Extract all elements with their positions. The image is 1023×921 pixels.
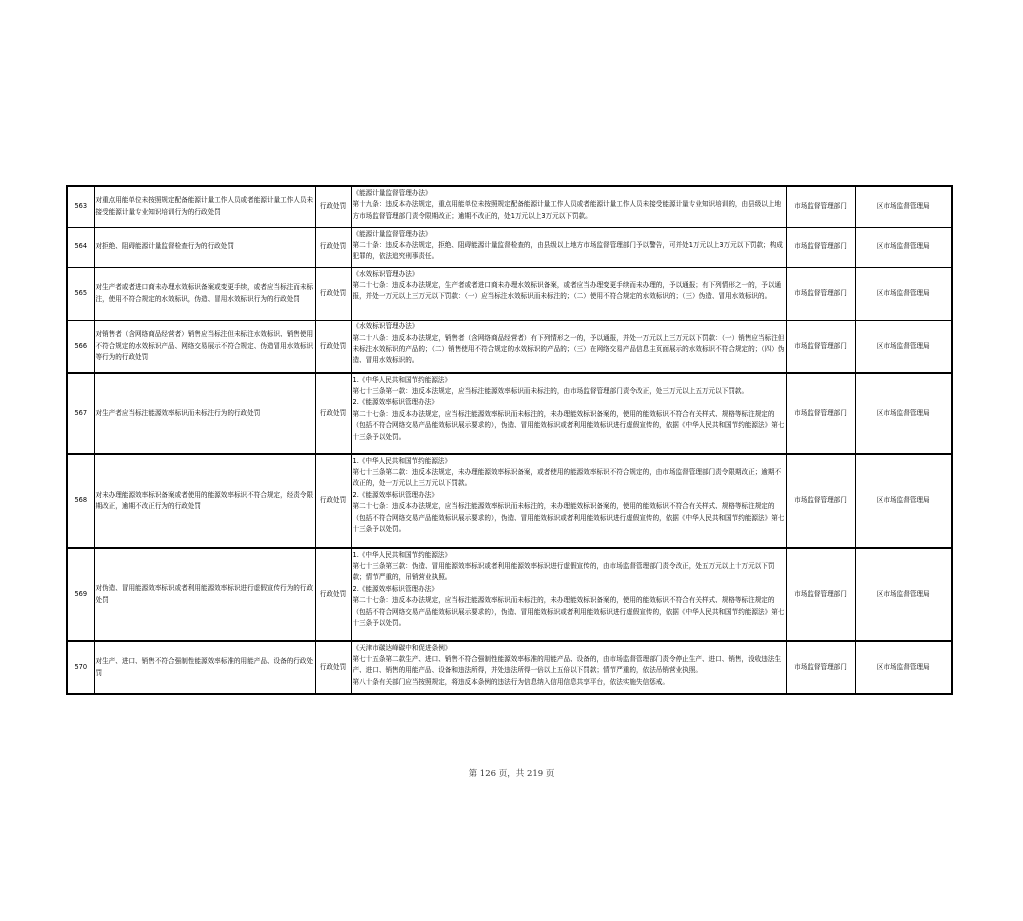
executing-agency: 区市场监督管理局 bbox=[855, 227, 952, 267]
item-name: 对生产者或者进口商未办理水效标识备案或变更手续，或者应当标注而未标注，使用不符合规定的水效标识，伪造、冒用水效标识行为的行政处罚 bbox=[94, 267, 315, 320]
table-row bbox=[67, 267, 952, 320]
legal-basis-line: 第七十三条第三款：伪造、冒用能源效率标识或者利用能源效率标识进行虚假宣传的，由市场监督管理部门责令改正，处五万元以上十万元以下罚款；情节严重的，吊销营业执照。 bbox=[352, 561, 775, 582]
row-number: 563 bbox=[67, 186, 94, 227]
legal-basis-line: 第二十七条：违反本办法规定，生产者或者进口商未办理水效标识备案，或者应当办理变更手续而未办理的，予以通报；有下列情形之一的，予以通报，并处一万元以上三万元以下罚款：（一）应当标注水效标识而未标注的；（二）使用不符合规定的水效标识的；（三）伪造、冒用水效标识的。 bbox=[352, 280, 782, 301]
table-row bbox=[67, 641, 952, 694]
legal-basis-line: 第七十五条第二款生产、进口、销售不符合强制性能源效率标准的用能产品、设备的，由市场监督管理部门责令停止生产、进口、销售，没收违法生产、进口、销售的用能产品、设备和违法所得，并处违法所得一倍以上五倍以下罚款；情节严重的，依法吊销营业执照。 bbox=[352, 654, 782, 675]
executing-agency: 区市场监督管理局 bbox=[855, 373, 952, 454]
row-number: 569 bbox=[67, 548, 94, 641]
executing-agency: 区市场监督管理局 bbox=[855, 454, 952, 548]
legal-basis bbox=[351, 186, 786, 227]
legal-basis bbox=[351, 227, 786, 267]
legal-basis-line: 《水效标识管理办法》 bbox=[352, 269, 419, 278]
item-category: 行政处罚 bbox=[315, 267, 351, 320]
legal-basis bbox=[351, 454, 786, 548]
executing-agency: 区市场监督管理局 bbox=[855, 267, 952, 320]
item-name: 对销售者（含网络商品经营者）销售应当标注但未标注水效标识、销售使用不符合规定的水效标识产品、网络交易展示不符合规定、伪造冒用水效标识等行为的行政处罚 bbox=[94, 320, 315, 373]
row-number: 565 bbox=[67, 267, 94, 320]
legal-basis-line: 1.《中华人民共和国节约能源法》 bbox=[352, 550, 452, 559]
item-name: 对拒绝、阻碍能源计量监督检查行为的行政处罚 bbox=[94, 227, 315, 267]
legal-basis-line: 《水效标识管理办法》 bbox=[352, 322, 419, 331]
legal-basis-line: 2.《能源效率标识管理办法》 bbox=[352, 398, 438, 407]
item-category: 行政处罚 bbox=[315, 320, 351, 373]
row-number: 566 bbox=[67, 320, 94, 373]
legal-basis bbox=[351, 373, 786, 454]
item-category: 行政处罚 bbox=[315, 641, 351, 694]
executing-agency: 区市场监督管理局 bbox=[855, 548, 952, 641]
item-name: 对未办理能源效率标识备案或者使用的能源效率标识不符合规定，经责令限期改正，逾期不改正行为的行政处罚 bbox=[94, 454, 315, 548]
legal-basis-line: 2.《能源效率标识管理办法》 bbox=[352, 490, 438, 499]
legal-basis-line: 《能源计量监督管理办法》 bbox=[352, 188, 432, 197]
implementing-department: 市场监督管理部门 bbox=[786, 267, 855, 320]
item-category: 行政处罚 bbox=[315, 186, 351, 227]
row-number: 567 bbox=[67, 373, 94, 454]
item-name: 对重点用能单位未按照规定配备能源计量工作人员或者能源计量工作人员未接受能源计量专业知识培训行为的行政处罚 bbox=[94, 186, 315, 227]
row-number: 568 bbox=[67, 454, 94, 548]
legal-basis bbox=[351, 320, 786, 373]
legal-basis-line: 第八十条有关部门应当按照规定，将违反本条例的违法行为信息纳入信用信息共享平台，依法实施失信惩戒。 bbox=[352, 677, 669, 686]
legal-basis-line: 第二十条：违反本办法规定，拒绝、阻碍能源计量监督检查的，由县级以上地方市场监督管理部门予以警告，可并处1万元以上3万元以下罚款；构成犯罪的，依法追究刑事责任。 bbox=[352, 240, 783, 261]
item-name: 对伪造、冒用能源效率标识或者利用能源效率标识进行虚假宣传行为的行政处罚 bbox=[94, 548, 315, 641]
executing-agency: 区市场监督管理局 bbox=[855, 320, 952, 373]
item-category: 行政处罚 bbox=[315, 373, 351, 454]
executing-agency: 区市场监督管理局 bbox=[855, 641, 952, 694]
page-footer: 第 126 页，共 219 页 bbox=[468, 769, 555, 779]
table-row bbox=[67, 373, 952, 454]
table-row bbox=[67, 454, 952, 548]
legal-basis-line: 《天津市碳达峰碳中和促进条例》 bbox=[352, 643, 452, 652]
row-number: 564 bbox=[67, 227, 94, 267]
item-category: 行政处罚 bbox=[315, 454, 351, 548]
legal-basis bbox=[351, 548, 786, 641]
implementing-department: 市场监督管理部门 bbox=[786, 373, 855, 454]
row-number: 570 bbox=[67, 641, 94, 694]
implementing-department: 市场监督管理部门 bbox=[786, 454, 855, 548]
legal-basis-line: 1.《中华人民共和国节约能源法》 bbox=[352, 375, 452, 384]
implementing-department: 市场监督管理部门 bbox=[786, 548, 855, 641]
item-name: 对生产者应当标注能源效率标识而未标注行为的行政处罚 bbox=[94, 373, 315, 454]
legal-basis bbox=[351, 267, 786, 320]
legal-basis-line: 1.《中华人民共和国节约能源法》 bbox=[352, 456, 452, 465]
table-row bbox=[67, 227, 952, 267]
legal-basis-line: 2.《能源效率标识管理办法》 bbox=[352, 584, 438, 593]
table-row bbox=[67, 186, 952, 227]
regulation-table bbox=[66, 185, 953, 695]
legal-basis-line: 第二十七条：违反本办法规定，应当标注能源效率标识而未标注的，未办理能效标识备案的，使用的能效标识不符合有关样式、规格等标注规定的（包括不符合网络交易产品能效标识展示要求的），伪造、冒用能效标识或者利用能效标识进行虚假宣传的，依据《中华人民共和国节约能源法》第七十三条予以处罚。 bbox=[352, 409, 785, 441]
legal-basis-line: 第二十七条：违反本办法规定，应当标注能源效率标识而未标注的，未办理能效标识备案的，使用的能效标识不符合有关样式、规格等标注规定的（包括不符合网络交易产品能效标识展示要求的），伪造、冒用能效标识或者利用能效标识进行虚假宣传的，依据《中华人民共和国节约能源法》第七十三条予以处罚。 bbox=[352, 596, 785, 627]
implementing-department: 市场监督管理部门 bbox=[786, 641, 855, 694]
legal-basis-line: 第二十八条：违反本办法规定，销售者（含网络商品经营者）有下列情形之一的，予以通报，并处一万元以上三万元以下罚款：（一）销售应当标注但未标注水效标识的产品的；（二）销售使用不符合规定的水效标识的产品的；（三）在网络交易产品信息主页面展示的水效标识不符合规定的；（四）伪造、冒用水效标识的。 bbox=[352, 333, 785, 365]
implementing-department: 市场监督管理部门 bbox=[786, 186, 855, 227]
implementing-department: 市场监督管理部门 bbox=[786, 320, 855, 373]
legal-basis-line: 第二十七条：违反本办法规定，应当标注能源效率标识而未标注的，未办理能效标识备案的，使用的能效标识不符合有关样式、规格等标注规定的（包括不符合网络交易产品能效标识展示要求的），伪造、冒用能效标识或者利用能效标识进行虚假宣传的，依据《中华人民共和国节约能源法》第七十三条予以处罚。 bbox=[352, 502, 785, 533]
legal-basis-line: 第七十三条第一款：违反本法规定，应当标注能源效率标识而未标注的，由市场监督管理部门责令改正，处三万元以上五万元以下罚款。 bbox=[352, 386, 749, 395]
implementing-department: 市场监督管理部门 bbox=[786, 227, 855, 267]
legal-basis-line: 《能源计量监督管理办法》 bbox=[352, 229, 432, 238]
item-category: 行政处罚 bbox=[315, 227, 351, 267]
legal-basis-line: 第十九条：违反本办法规定，重点用能单位未按照规定配备能源计量工作人员或者能源计量工作人员未接受能源计量专业知识培训的，由县级以上地方市场监督管理部门责令限期改正；逾期不改正的，处1万元以上3万元以下罚款。 bbox=[352, 200, 782, 220]
legal-basis bbox=[351, 641, 786, 694]
item-name: 对生产、进口、销售不符合强制性能源效率标准的用能产品、设备的行政处罚 bbox=[94, 641, 315, 694]
item-category: 行政处罚 bbox=[315, 548, 351, 641]
executing-agency: 区市场监督管理局 bbox=[855, 186, 952, 227]
legal-basis-line: 第七十三条第二款：违反本法规定，未办理能源效率标识备案，或者使用的能源效率标识不符合规定的，由市场监督管理部门责令限期改正；逾期不改正的，处一万元以上三万元以下罚款。 bbox=[352, 467, 782, 488]
table-row bbox=[67, 548, 952, 641]
table-row bbox=[67, 320, 952, 373]
